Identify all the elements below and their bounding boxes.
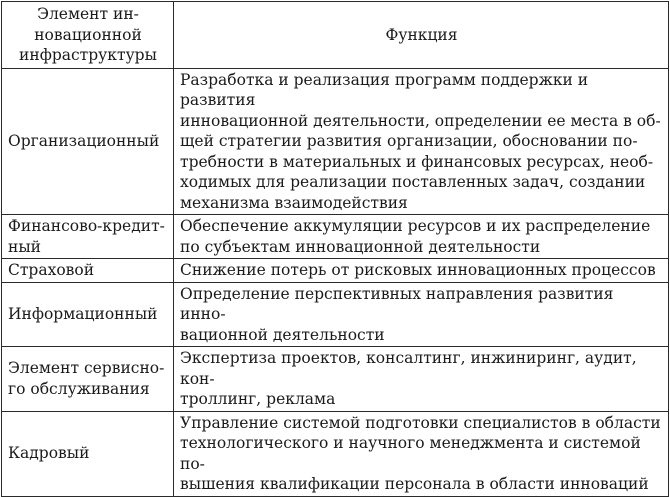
- row-function: Разработка и реализация программ поддержки и развития инновационной деятельности, определении ее места в об- щей стратегии развития организации, обосновании по- требности в материальных и финансовых ресурсах, необ- ходимых для реализации поставленных задач, создании механизма взаимодействия: [174, 68, 669, 215]
- row-function: Определение перспективных направления развития инно- вационной деятельности: [174, 282, 669, 347]
- row-element: Элемент сервисно- го обслуживания: [2, 347, 174, 412]
- infrastructure-table: [1, 1, 669, 497]
- table-header: [2, 2, 669, 69]
- table-row: [2, 259, 669, 283]
- header-function: Функция: [174, 2, 669, 69]
- row-element: Организационный: [2, 68, 174, 215]
- table-row: [2, 282, 669, 347]
- row-element: Страховой: [2, 259, 174, 283]
- table-body: [2, 68, 669, 496]
- row-function: Снижение потерь от рисковых инновационных процессов: [174, 259, 669, 283]
- table-row: [2, 411, 669, 496]
- table-row: [2, 68, 669, 215]
- row-function: Управление системой подготовки специалистов в области технологического и научного менеджмента и системой по- вышения квалификации персонала в области инноваций: [174, 411, 669, 496]
- row-element: Финансово-кредит- ный: [2, 215, 174, 259]
- header-element: Элемент ин- новационной инфраструктуры: [2, 2, 174, 69]
- row-function: Экспертиза проектов, консалтинг, инжиниринг, аудит, кон- троллинг, реклама: [174, 347, 669, 412]
- row-element: Кадровый: [2, 411, 174, 496]
- header-row: [2, 2, 669, 69]
- row-element: Информационный: [2, 282, 174, 347]
- row-function: Обеспечение аккумуляции ресурсов и их распределение по субъектам инновационной деятельности: [174, 215, 669, 259]
- table-row: [2, 215, 669, 259]
- table-row: [2, 347, 669, 412]
